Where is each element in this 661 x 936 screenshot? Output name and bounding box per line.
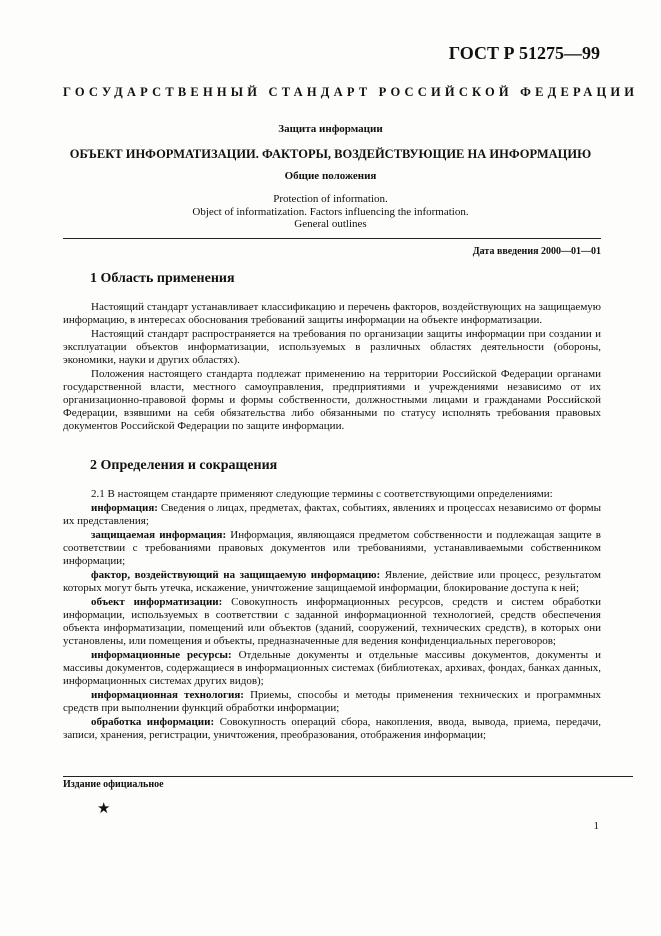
definition-text: Явление, действие или процесс, результатом которых могут быть утечка, искажение, уничтожение защищаемой информации, блокирование доступа к ней; — [63, 569, 602, 594]
definition-term: обработка информации: — [91, 716, 215, 728]
definition-text: Информация, являющаяся предметом собственности и подлежащая защите в соответствии с требованиями правовых документов или требованиями, устанавливаемыми собственником информации; — [63, 529, 601, 567]
header-divider — [63, 238, 601, 239]
official-edition-label: Издание официальное — [63, 779, 164, 790]
english-title-block — [40, 193, 621, 231]
definition-text: Совокупность операций сбора, накопления, ввода, вывода, приема, передачи, записи, хранения, регистрации, уничтожения, преобразования, отображения информации; — [63, 716, 602, 741]
section-1-heading: 1 Область применения — [90, 271, 235, 286]
definition-item — [63, 569, 601, 595]
definition-term: объект информатизации: — [91, 596, 223, 608]
section-1-body — [63, 301, 601, 433]
definition-text: Приемы, способы и методы применения технических и программных средств при выполнении функций обработки информации; — [63, 689, 601, 714]
document-main-title: ОБЪЕКТ ИНФОРМАТИЗАЦИИ. ФАКТОРЫ, ВОЗДЕЙСТВУЮЩИЕ НА ИНФОРМАЦИЮ — [69, 147, 592, 161]
section-2-body — [63, 488, 601, 742]
english-title-line: Object of informatization. Factors influencing the information. — [192, 205, 469, 218]
section-2-heading: 2 Определения и сокращения — [90, 458, 278, 473]
definition-term: защищаемая информация: — [91, 529, 227, 541]
star-icon: ★ — [97, 801, 111, 817]
definition-term: информация: — [91, 502, 158, 514]
definition-term: информационная технология: — [91, 689, 244, 701]
definition-item — [63, 689, 601, 715]
english-title-line: Protection of information. — [273, 193, 388, 205]
definition-item — [63, 529, 601, 568]
paragraph: Настоящий стандарт распространяется на требования по организации защиты информации при создании и эксплуатации объектов информатизации, используемых в различных областях деятельности (обороны, экономики, науки и других областях). — [63, 328, 601, 366]
document-subject: Защита информации — [278, 123, 383, 135]
definition-item — [63, 596, 601, 648]
definition-item — [63, 716, 601, 742]
paragraph: Настоящий стандарт устанавливает классификацию и перечень факторов, воздействующих на защищаемую информацию, в интересах обоснования требований защиты информации на объекте информатизации. — [63, 301, 601, 326]
paragraph: 2.1 В настоящем стандарте применяют следующие термины с соответствующими определениями: — [91, 488, 553, 500]
definition-item — [63, 649, 601, 688]
definition-text: Сведения о лицах, предметах, фактах, событиях, явлениях и процессах независимо от формы их представления; — [63, 502, 601, 527]
definition-item — [63, 502, 601, 528]
definition-text: Отдельные документы и отдельные массивы документов, документы и массивы документов, содержащиеся в информационных системах (библиотеках, архивах, фондах, банках данных, информационных системах других видов); — [63, 649, 601, 687]
footer-divider — [63, 776, 633, 777]
definition-text: Совокупность информационных ресурсов, средств и систем обработки информации, используемых в соответствии с заданной информационной технологией, средств обеспечения объекта информатизации, помещений или объектов (зданий, сооружений, технических средств), в которых они установлены, или помещения и объекты, предназначенные для ведения конфиденциальных переговоров; — [63, 596, 601, 647]
state-standard-title: ГОСУДАРСТВЕННЫЙ СТАНДАРТ РОССИЙСКОЙ ФЕДЕРАЦИИ — [63, 85, 639, 99]
page-number: 1 — [593, 820, 599, 832]
document-subtitle: Общие положения — [284, 170, 377, 182]
definition-term: информационные ресурсы: — [91, 649, 232, 661]
english-title-line: General outlines — [294, 218, 367, 230]
document-code: ГОСТ Р 51275—99 — [448, 43, 600, 63]
introduction-date: Дата введения 2000—01—01 — [472, 246, 601, 257]
definition-term: фактор, воздействующий на защищаемую информацию: — [91, 569, 381, 581]
paragraph: Положения настоящего стандарта подлежат применению на территории Российской Федерации органами государственной власти, местного самоуправления, предприятиями и учреждениями независимо от их организационно-правовой формы и формы собственности, должностными лицами и гражданами Российской Федерации, взявшими на себя обязательства либо обязанными по статусу исполнять требования правовых документов Российской Федерации по защите информации. — [63, 368, 601, 432]
